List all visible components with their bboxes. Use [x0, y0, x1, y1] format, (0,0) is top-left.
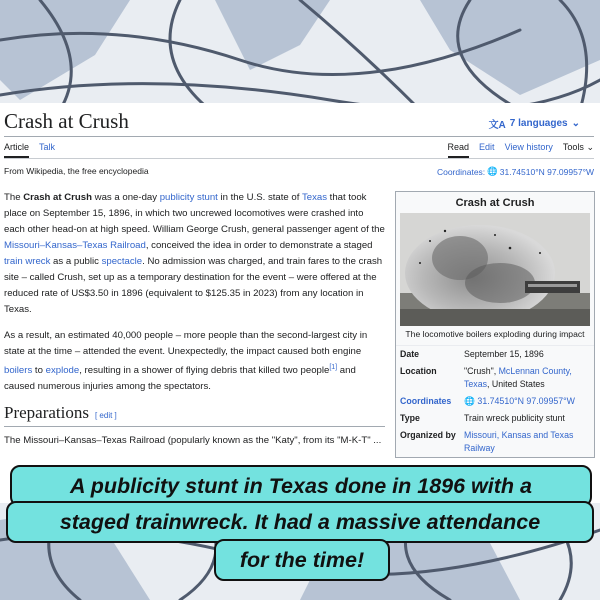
row-value: Train wreck publicity stunt	[464, 413, 565, 423]
namespace-tabs	[4, 142, 55, 158]
link-explode[interactable]: explode	[45, 365, 80, 377]
infobox-row-coordinates	[396, 393, 594, 410]
coordinates-label: Coordinates:	[436, 166, 486, 177]
tools-menu[interactable]	[563, 142, 594, 158]
coordinates-value[interactable]: 31.74510°N 97.09957°W	[499, 166, 594, 177]
globe-icon: 🌐	[487, 166, 498, 176]
chevron-down-icon: ⌄	[586, 142, 594, 152]
text: , conceived the idea in order to demonstrate a staged	[145, 240, 373, 251]
link-mkt-railway[interactable]: Missouri, Kansas and Texas Railway	[464, 430, 574, 453]
languages-button[interactable]	[489, 116, 580, 131]
tools-label: Tools	[562, 142, 584, 152]
title-divider	[4, 136, 594, 137]
paragraph-3: The Missouri–Kansas–Texas Railroad (popularly known as the "Katy", from its "M-K-T" ...	[4, 435, 382, 447]
link-spectacle[interactable]: spectacle	[101, 256, 143, 267]
text: , United States	[486, 379, 545, 389]
infobox-row-type	[396, 410, 594, 427]
text: in the U.S. state of	[217, 192, 302, 203]
tabs-divider	[4, 158, 594, 159]
locomotive-explosion-photo	[400, 213, 590, 326]
tab-view-history[interactable]: View history	[504, 142, 553, 152]
reference-link[interactable]: [1]	[329, 364, 338, 371]
text: . No admission was charged, and train fares to the crash site – called Crush, set up as a temporary destination for the event – were offered at the reduced rate of US$3.50 in 1896 (equivalent to $125.35 in 2023) from any location in Texas.	[4, 256, 383, 315]
link-publicity-stunt[interactable]: publicity stunt	[159, 192, 218, 203]
coordinates-value: 31.74510°N 97.09957°W	[477, 396, 575, 406]
tab-talk[interactable]: Talk	[39, 142, 56, 152]
wikipedia-page	[0, 103, 600, 503]
tab-article[interactable]: Article	[4, 142, 29, 158]
text: The	[4, 192, 24, 203]
text: and caused numerous injuries among the spectators.	[4, 365, 356, 393]
text: As a result, an estimated 40,000 people – more people than the second-largest city in state at the time – attended the event. Unexpectedly, the impact caused both engine	[4, 330, 368, 357]
link-mclennan-county[interactable]: McLennan County, Texas	[464, 366, 572, 389]
languages-label: 7 languages	[509, 118, 568, 129]
infobox	[395, 191, 595, 458]
tab-read[interactable]: Read	[448, 142, 470, 158]
overlay-line-1: A publicity stunt in Texas done in 1896 with a	[10, 465, 592, 507]
row-label: Type	[400, 413, 420, 423]
text: was a one-day	[91, 192, 160, 203]
link-boilers[interactable]: boilers	[4, 365, 33, 377]
row-label: Organized by	[400, 430, 456, 440]
chevron-down-icon: ⌄	[571, 118, 580, 129]
caption-overlay	[6, 465, 594, 572]
text: as a public	[50, 256, 102, 267]
section-title: Preparations	[4, 403, 89, 423]
section-heading	[4, 405, 385, 427]
text: that took place on September 15, 1896, in which two uncrewed locomotives were crashed into each other head-on at high speed. William George Crush, general passenger agent of the	[4, 192, 385, 235]
link-mkt-railroad[interactable]: Missouri–Kansas–Texas Railroad	[4, 240, 146, 251]
row-value	[464, 365, 590, 391]
article-subject: Crash at Crush	[23, 192, 92, 203]
infobox-caption: The locomotive boilers exploding during impact	[396, 326, 594, 346]
section-edit-link[interactable]: [ edit ]	[94, 411, 117, 421]
row-value: September 15, 1896	[464, 349, 544, 359]
globe-icon: 🌐	[464, 396, 475, 406]
overlay-line-3: for the time!	[214, 539, 390, 581]
infobox-row-date	[396, 346, 594, 363]
article-body	[4, 190, 385, 459]
text: , resulting in a shower of flying debris that killed two people	[79, 365, 330, 377]
page-title: Crash at Crush	[4, 109, 129, 133]
row-label: Date	[400, 349, 420, 359]
coordinates-top[interactable]	[437, 166, 594, 177]
row-label-link[interactable]: Coordinates	[400, 396, 452, 406]
tagline: From Wikipedia, the free encyclopedia	[4, 166, 149, 176]
paragraph-1	[4, 190, 385, 318]
text: to	[32, 365, 46, 377]
view-tabs	[448, 142, 594, 158]
tab-edit[interactable]: Edit	[479, 142, 495, 152]
infobox-title: Crash at Crush	[455, 197, 535, 209]
row-value-link[interactable]	[464, 395, 590, 408]
row-label: Location	[400, 366, 437, 376]
infobox-row-organized-by	[396, 427, 594, 457]
infobox-row-location	[396, 363, 594, 393]
link-texas[interactable]: Texas	[301, 192, 327, 203]
text: "Crush",	[464, 366, 499, 376]
overlay-line-2: staged trainwreck. It had a massive attendance	[6, 501, 594, 543]
paragraph-2	[4, 328, 385, 395]
link-train-wreck[interactable]: train wreck	[4, 256, 51, 267]
infobox-photo[interactable]	[400, 213, 590, 326]
translate-icon: 文A	[488, 120, 506, 131]
